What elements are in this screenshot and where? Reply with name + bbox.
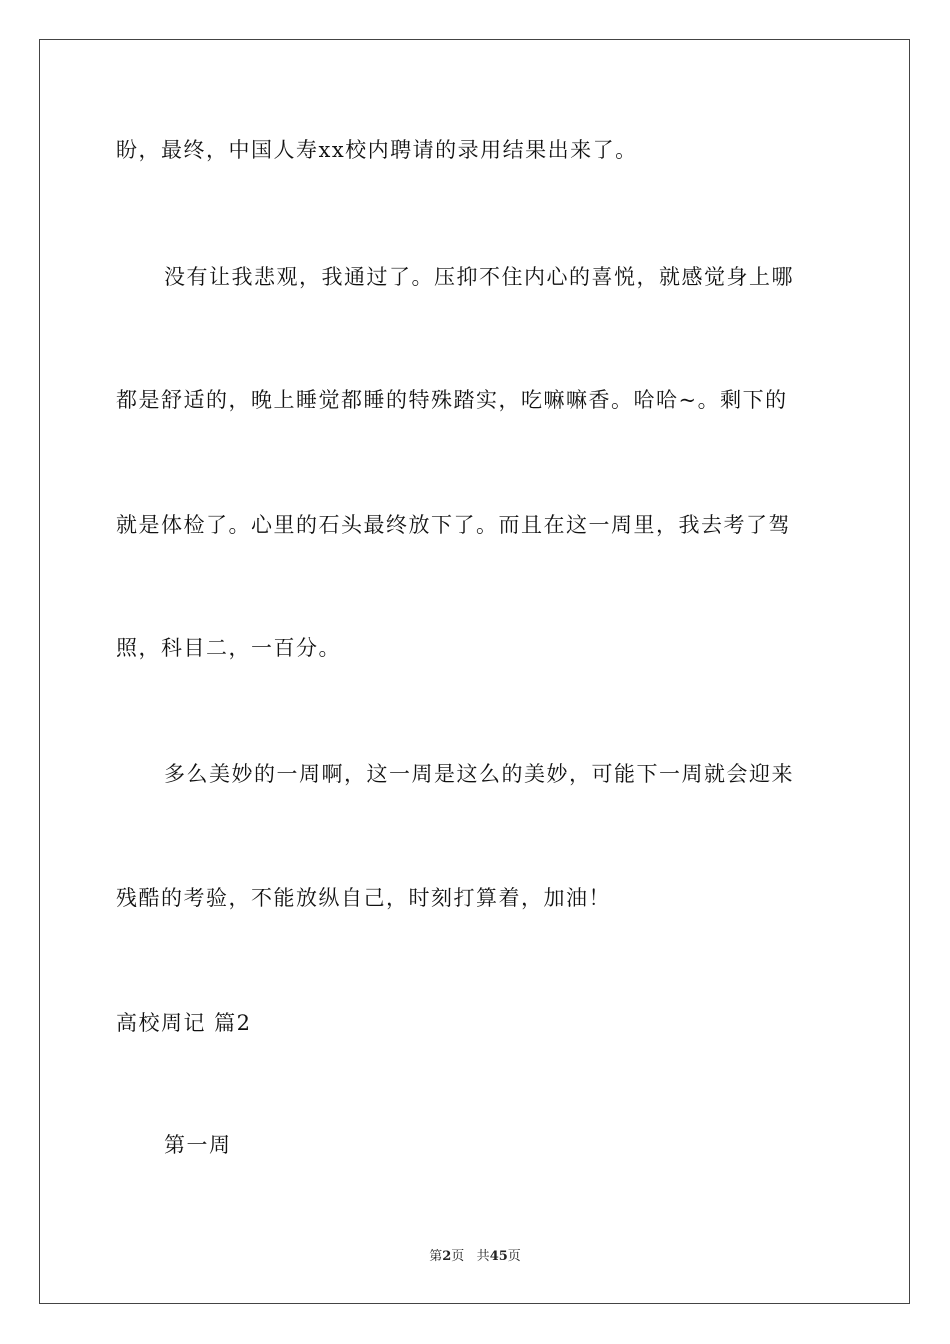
body-text-line: 没有让我悲观，我通过了。压抑不住内心的喜悦，就感觉身上哪 bbox=[164, 265, 794, 289]
body-text-line: 多么美妙的一周啊，这一周是这么的美妙，可能下一周就会迎来 bbox=[164, 762, 794, 786]
body-text-line: 残酷的考验，不能放纵自己，时刻打算着，加油！ bbox=[116, 886, 611, 910]
page-footer bbox=[0, 1245, 950, 1264]
total-pages: 45 bbox=[489, 1249, 508, 1264]
page-number: 2 bbox=[442, 1249, 452, 1264]
body-text-line: 照，科目二，一百分。 bbox=[116, 636, 341, 660]
total-prefix: 共 bbox=[476, 1249, 490, 1264]
page-prefix: 第 bbox=[429, 1249, 443, 1264]
page-suffix: 页 bbox=[451, 1249, 465, 1264]
body-text-line: 就是体检了。心里的石头最终放下了。而且在这一周里，我去考了驾 bbox=[116, 513, 791, 537]
sub-heading: 第一周 bbox=[164, 1133, 232, 1157]
page-border bbox=[39, 39, 910, 1304]
section-heading: 高校周记 篇2 bbox=[116, 1011, 252, 1035]
body-text-line: 都是舒适的，晚上睡觉都睡的特殊踏实，吃嘛嘛香。哈哈~。剩下的 bbox=[116, 388, 788, 412]
body-text-line: 盼，最终，中国人寿xx校内聘请的录用结果出来了。 bbox=[116, 138, 638, 162]
total-suffix: 页 bbox=[507, 1249, 521, 1264]
